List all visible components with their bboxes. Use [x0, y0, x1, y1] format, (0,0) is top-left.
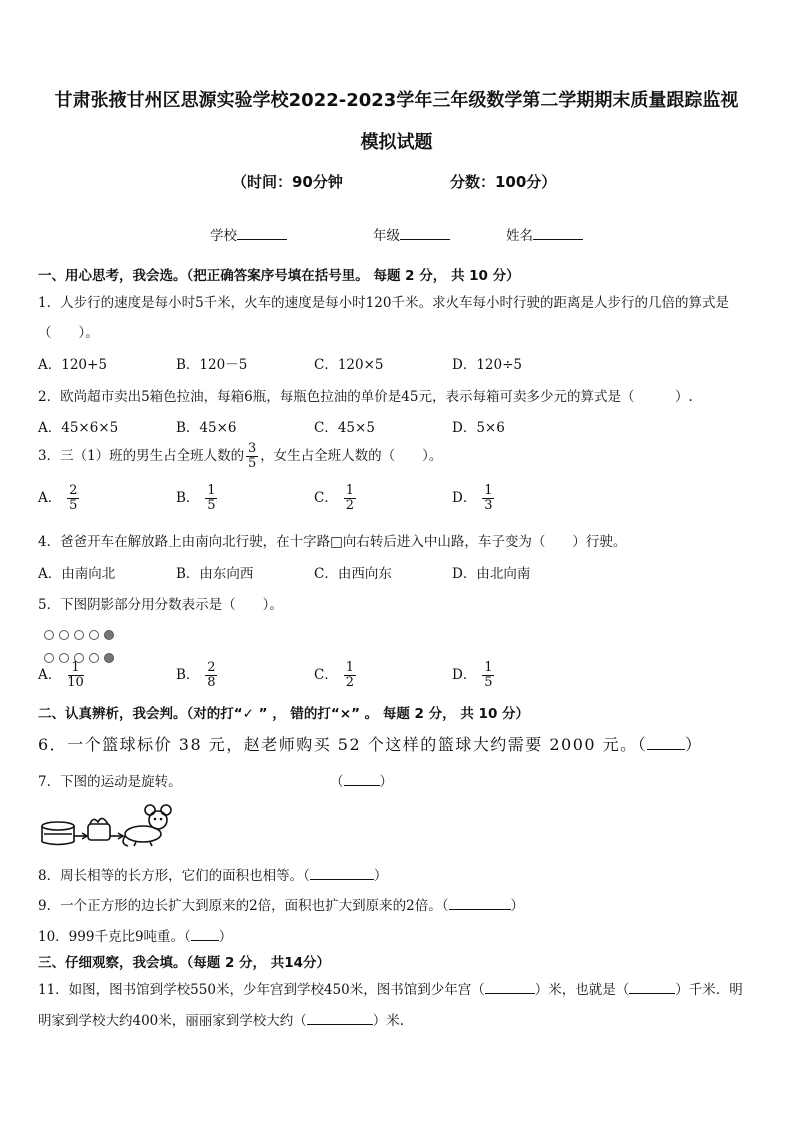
q5-option-c[interactable]	[314, 661, 356, 690]
q10-answer-blank[interactable]	[191, 928, 219, 941]
q7-answer-blank[interactable]	[344, 773, 380, 786]
q3-option-d[interactable]	[452, 484, 494, 513]
q3-option-b[interactable]	[176, 484, 217, 513]
q5-option-d[interactable]	[452, 661, 494, 690]
q3-option-c-fraction: $\frac{1}{2}$	[345, 483, 354, 513]
q7-text: 7．下图的运动是旋转。	[38, 774, 182, 790]
exam-title-line2: 模拟试题	[360, 132, 433, 153]
grade-label: 年级	[373, 228, 400, 244]
q2-option-d[interactable]: D．5×6	[452, 420, 505, 436]
q11-blank-3[interactable]	[307, 1012, 373, 1025]
q10-text: 10．999千克比9吨重。（ ）	[38, 929, 233, 945]
q4-option-d[interactable]: D．由北向南	[452, 566, 531, 582]
q5-option-c-fraction: $\frac{1}{2}$	[345, 660, 354, 690]
q1-text: 1．人步行的速度是每小时5千米，火车的速度是每小时120千米。求火车每小时行驶的距离是人步行的几倍的算式是	[38, 295, 729, 311]
q4-option-a[interactable]: A．由南向北	[38, 566, 116, 582]
q1-option-a[interactable]: A．120+5	[38, 357, 107, 373]
q1-option-b[interactable]: B．120－5	[176, 357, 248, 373]
q1-text-2: （ ）。	[38, 325, 99, 341]
exam-title-line1: 甘肃张掖甘州区思源实验学校2022-2023学年三年级数学第二学期期末质量跟踪监视	[54, 90, 739, 111]
q11-blank-1[interactable]	[485, 981, 535, 994]
q3-text	[38, 442, 442, 471]
q3-text-b: ，女生占全班人数的（ ）。	[260, 448, 443, 464]
q2-option-c[interactable]: C．45×5	[314, 420, 375, 436]
section-3-heading: 三、仔细观察，我会填。（每题 2 分， 共14分）	[38, 955, 331, 971]
q3-option-d-label: D．	[452, 490, 477, 506]
q6-answer-blank[interactable]	[647, 736, 685, 750]
q3-denominator: 5	[248, 456, 257, 471]
q11-text: 11．如图，图书馆到学校550米，少年宫到学校450米，图书馆到少年宫（ ）米，也就是（ ）千米．明	[38, 982, 743, 998]
q9-answer-blank[interactable]	[449, 897, 511, 910]
q4-option-b[interactable]: B．由东向西	[176, 566, 254, 582]
q5-option-b[interactable]	[176, 661, 217, 690]
q3-option-b-label: B．	[176, 490, 200, 506]
grade-field[interactable]	[373, 224, 450, 244]
q7-answer: （ ）	[330, 774, 393, 790]
q11-blank-2[interactable]	[629, 981, 675, 994]
name-field[interactable]	[506, 224, 583, 244]
q5-option-a[interactable]	[38, 661, 84, 690]
q3-option-a[interactable]	[38, 484, 79, 513]
q3-option-b-fraction: $\frac{1}{5}$	[207, 483, 216, 513]
q3-fraction	[246, 442, 258, 471]
school-field[interactable]	[210, 224, 287, 244]
q3-option-a-label: A．	[38, 490, 62, 506]
q5-option-b-label: B．	[176, 667, 200, 683]
q5-option-a-label: A．	[38, 667, 62, 683]
exam-score: 分数：100分）	[450, 173, 557, 191]
q3-text-a: 3．三（1）班的男生占全班人数的	[38, 448, 245, 464]
q5-option-d-label: D．	[452, 667, 477, 683]
q3-option-a-fraction: $\frac{2}{5}$	[69, 483, 78, 513]
q9-text: 9．一个正方形的边长扩大到原来的2倍，面积也扩大到原来的2倍。（ ）	[38, 898, 525, 914]
q5-option-c-label: C．	[314, 667, 338, 683]
section-1-heading: 一、用心思考，我会选。（把正确答案序号填在括号里。 每题 2 分， 共 10 分）	[38, 268, 520, 284]
q5-option-b-fraction: $\frac{2}{8}$	[207, 660, 216, 690]
school-label: 学校	[210, 228, 237, 244]
q1-option-d[interactable]: D．120÷5	[452, 357, 522, 373]
exam-time: （时间：90分钟	[232, 173, 343, 191]
q8-answer-blank[interactable]	[310, 867, 374, 880]
q2-option-a[interactable]: A．45×6×5	[38, 420, 119, 436]
q7-motion-figure	[40, 800, 182, 850]
q5-text: 5．下图阴影部分用分数表示是（ ）。	[38, 597, 283, 613]
q3-option-c-label: C．	[314, 490, 338, 506]
q6-text: 6．一个篮球标价 38 元，赵老师购买 52 个这样的篮球大约需要 2000 元。（ ）	[38, 735, 703, 754]
name-label: 姓名	[506, 228, 533, 244]
q5-option-a-fraction: $\frac{1}{10}$	[67, 660, 84, 690]
q3-option-d-fraction: $\frac{1}{3}$	[484, 483, 493, 513]
q11-text-2: 明家到学校大约400米，丽丽家到学校大约（ ）米.	[38, 1013, 405, 1029]
section-2-heading: 二、认真辨析，我会判。（对的打“✓ ” ， 错的打“×” 。 每题 2 分， 共 10 分）	[38, 706, 530, 722]
q2-text: 2．欧尚超市卖出5箱色拉油，每箱6瓶，每瓶色拉油的单价是45元，表示每箱可卖多少元的算式是（ ）.	[38, 389, 693, 405]
q4-option-c[interactable]: C．由西向东	[314, 566, 392, 582]
q2-option-b[interactable]: B．45×6	[176, 420, 237, 436]
q8-text: 8．周长相等的长方形，它们的面积也相等。（ ）	[38, 868, 388, 884]
q3-numerator: 3	[248, 441, 257, 456]
q4-text: 4．爸爸开车在解放路上由南向北行驶，在十字路□向右转后进入中山路，车子变为（ ）行驶。	[38, 534, 627, 550]
q5-option-d-fraction: $\frac{1}{5}$	[484, 660, 493, 690]
q3-option-c[interactable]	[314, 484, 356, 513]
q1-option-c[interactable]: C．120×5	[314, 357, 384, 373]
